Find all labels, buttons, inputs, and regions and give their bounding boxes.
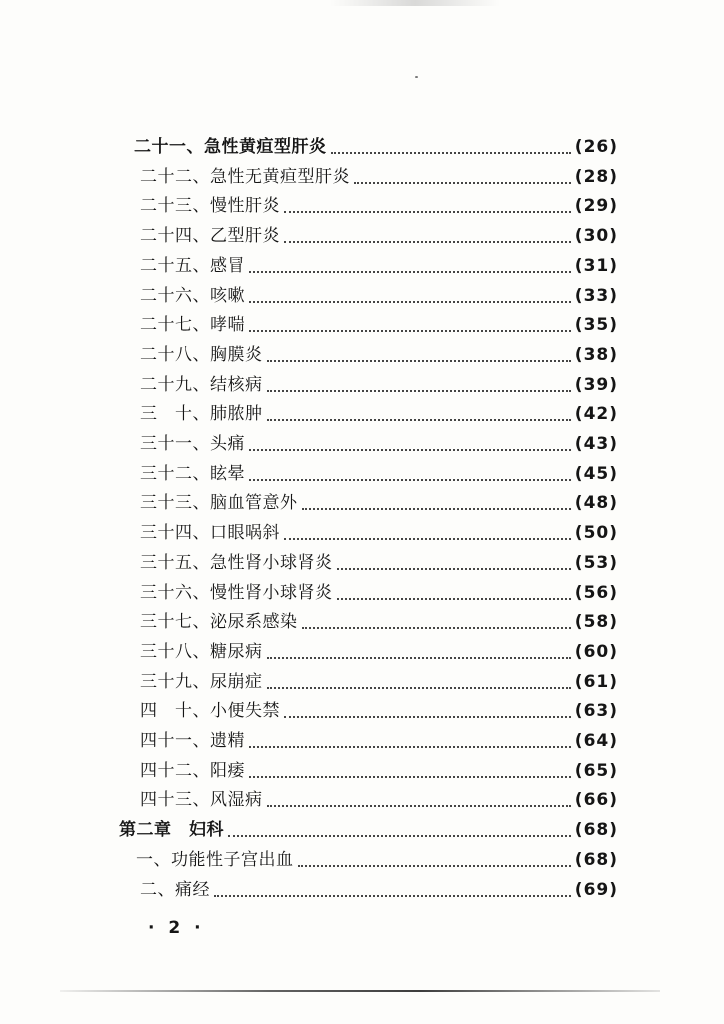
dot-leader: [228, 835, 571, 837]
toc-entry-title: 四 十、小便失禁: [140, 697, 282, 725]
toc-entry-page: (33): [574, 286, 618, 306]
toc-entry-title: 三十七、泌尿系感染: [140, 608, 300, 636]
toc-entry-page: (61): [574, 672, 618, 692]
dot-leader: [267, 360, 571, 362]
toc-entry-page: (60): [574, 642, 618, 662]
toc-entry-title: 四十一、遗精: [140, 727, 247, 755]
toc-entry-page: (48): [574, 493, 618, 513]
dot-leader: [337, 598, 571, 600]
toc-entry-title: 二十一、急性黄疸型肝炎: [134, 133, 329, 161]
toc-entry[interactable]: [0, 757, 724, 785]
toc-entry-title: 二十七、哮喘: [140, 311, 247, 339]
toc-entry-page: (58): [574, 612, 618, 632]
toc-entry-title: 二十四、乙型肝炎: [140, 222, 282, 250]
dot-leader: [337, 568, 571, 570]
toc-entry-page: (66): [574, 790, 618, 810]
dot-leader: [249, 449, 571, 451]
dot-leader: [267, 687, 571, 689]
toc-entry[interactable]: [0, 163, 724, 191]
toc-entry-page: (35): [574, 315, 618, 335]
dot-leader: [249, 479, 571, 481]
dot-leader: [214, 895, 571, 897]
dot-leader: [267, 390, 571, 392]
toc-entry-title: 三十一、头痛: [140, 430, 247, 458]
dot-leader: [249, 330, 571, 332]
toc-entry-title: 二十五、感冒: [140, 252, 247, 280]
toc-entry-page: (63): [574, 701, 618, 721]
toc-entry[interactable]: [0, 371, 724, 399]
toc-entry-title: 三十八、糖尿病: [140, 638, 265, 666]
dot-leader: [249, 271, 571, 273]
toc-entry-page: (45): [574, 464, 618, 484]
toc-entry-title: 二、痛经: [140, 876, 212, 904]
toc-entry-page: (39): [574, 375, 618, 395]
toc-entry-title: 四十二、阳痿: [140, 757, 247, 785]
toc-entry-title: 二十八、胸膜炎: [140, 341, 265, 369]
dot-leader: [267, 657, 571, 659]
toc-entry-page: (68): [574, 850, 618, 870]
toc-entry[interactable]: [0, 311, 724, 339]
toc-entry[interactable]: [0, 282, 724, 310]
toc-entry-title: 三十六、慢性肾小球肾炎: [140, 579, 335, 607]
toc-entry[interactable]: [0, 460, 724, 488]
toc-entry-page: (29): [574, 196, 618, 216]
toc-entry[interactable]: [0, 579, 724, 607]
dot-leader: [249, 776, 571, 778]
toc-entry[interactable]: [0, 192, 724, 220]
toc-entry-title: 二十三、慢性肝炎: [140, 192, 282, 220]
toc-entry-page: (31): [574, 256, 618, 276]
dot-leader: [249, 746, 571, 748]
toc-entry[interactable]: [0, 638, 724, 666]
dot-leader: [284, 241, 571, 243]
dot-leader: [267, 805, 571, 807]
toc-entry-title: 二十六、咳嗽: [140, 282, 247, 310]
dot-leader: [302, 508, 571, 510]
dot-leader: [249, 301, 571, 303]
toc-entry-page: (56): [574, 583, 618, 603]
toc-entry-title: 三十二、眩晕: [140, 460, 247, 488]
toc-entry[interactable]: [0, 252, 724, 280]
dot-leader: [302, 627, 571, 629]
toc-entry-title: 第二章 妇科: [119, 816, 226, 844]
toc-entry-title: 一、功能性子宫出血: [136, 846, 296, 874]
toc-entry-title: 三十五、急性肾小球肾炎: [140, 549, 335, 577]
toc-entry[interactable]: [0, 876, 724, 904]
dot-leader: [267, 419, 571, 421]
toc-entry[interactable]: [0, 697, 724, 725]
toc-entry-title: 三十三、脑血管意外: [140, 489, 300, 517]
toc-entry[interactable]: [0, 549, 724, 577]
toc-entry[interactable]: [0, 727, 724, 755]
toc-entry-title: 二十二、急性无黄疸型肝炎: [140, 163, 352, 191]
toc-entry-page: (65): [574, 761, 618, 781]
toc-entry-page: (43): [574, 434, 618, 454]
toc-entry-title: 三十四、口眼㖞斜: [140, 519, 282, 547]
toc-entry[interactable]: [0, 608, 724, 636]
bottom-rule: [60, 990, 660, 992]
toc-entry-page: (50): [574, 523, 618, 543]
toc-entry[interactable]: [0, 668, 724, 696]
toc-entry-page: (30): [574, 226, 618, 246]
toc-entry-page: (42): [574, 404, 618, 424]
toc-entry-page: (28): [574, 167, 618, 187]
dot-leader: [284, 211, 571, 213]
toc-entry[interactable]: [0, 430, 724, 458]
toc-entry[interactable]: [0, 519, 724, 547]
toc-entry[interactable]: [0, 816, 724, 844]
toc-entry-title: 三 十、肺脓肿: [140, 400, 265, 428]
page-number: · 2 ·: [148, 918, 205, 938]
dot-leader: [284, 716, 571, 718]
toc-entry[interactable]: [0, 341, 724, 369]
toc-entry-title: 四十三、风湿病: [140, 786, 265, 814]
toc-entry[interactable]: [0, 489, 724, 517]
toc-entry-page: (69): [574, 880, 618, 900]
toc-entry-page: (53): [574, 553, 618, 573]
dot-leader: [354, 182, 571, 184]
toc-entry-page: (38): [574, 345, 618, 365]
toc-entry[interactable]: [0, 846, 724, 874]
dot-leader: [284, 538, 571, 540]
toc-entry[interactable]: [0, 400, 724, 428]
toc-entry[interactable]: [0, 786, 724, 814]
dot-leader: [331, 152, 571, 154]
toc-entry-page: (64): [574, 731, 618, 751]
toc-entry-page: (26): [574, 137, 618, 157]
toc-entry-title: 三十九、尿崩症: [140, 668, 265, 696]
dot-leader: [298, 865, 571, 867]
toc-entry[interactable]: [0, 222, 724, 250]
toc-entry[interactable]: [0, 133, 724, 161]
toc-entry-page: (68): [574, 820, 618, 840]
toc-entry-title: 二十九、结核病: [140, 371, 265, 399]
